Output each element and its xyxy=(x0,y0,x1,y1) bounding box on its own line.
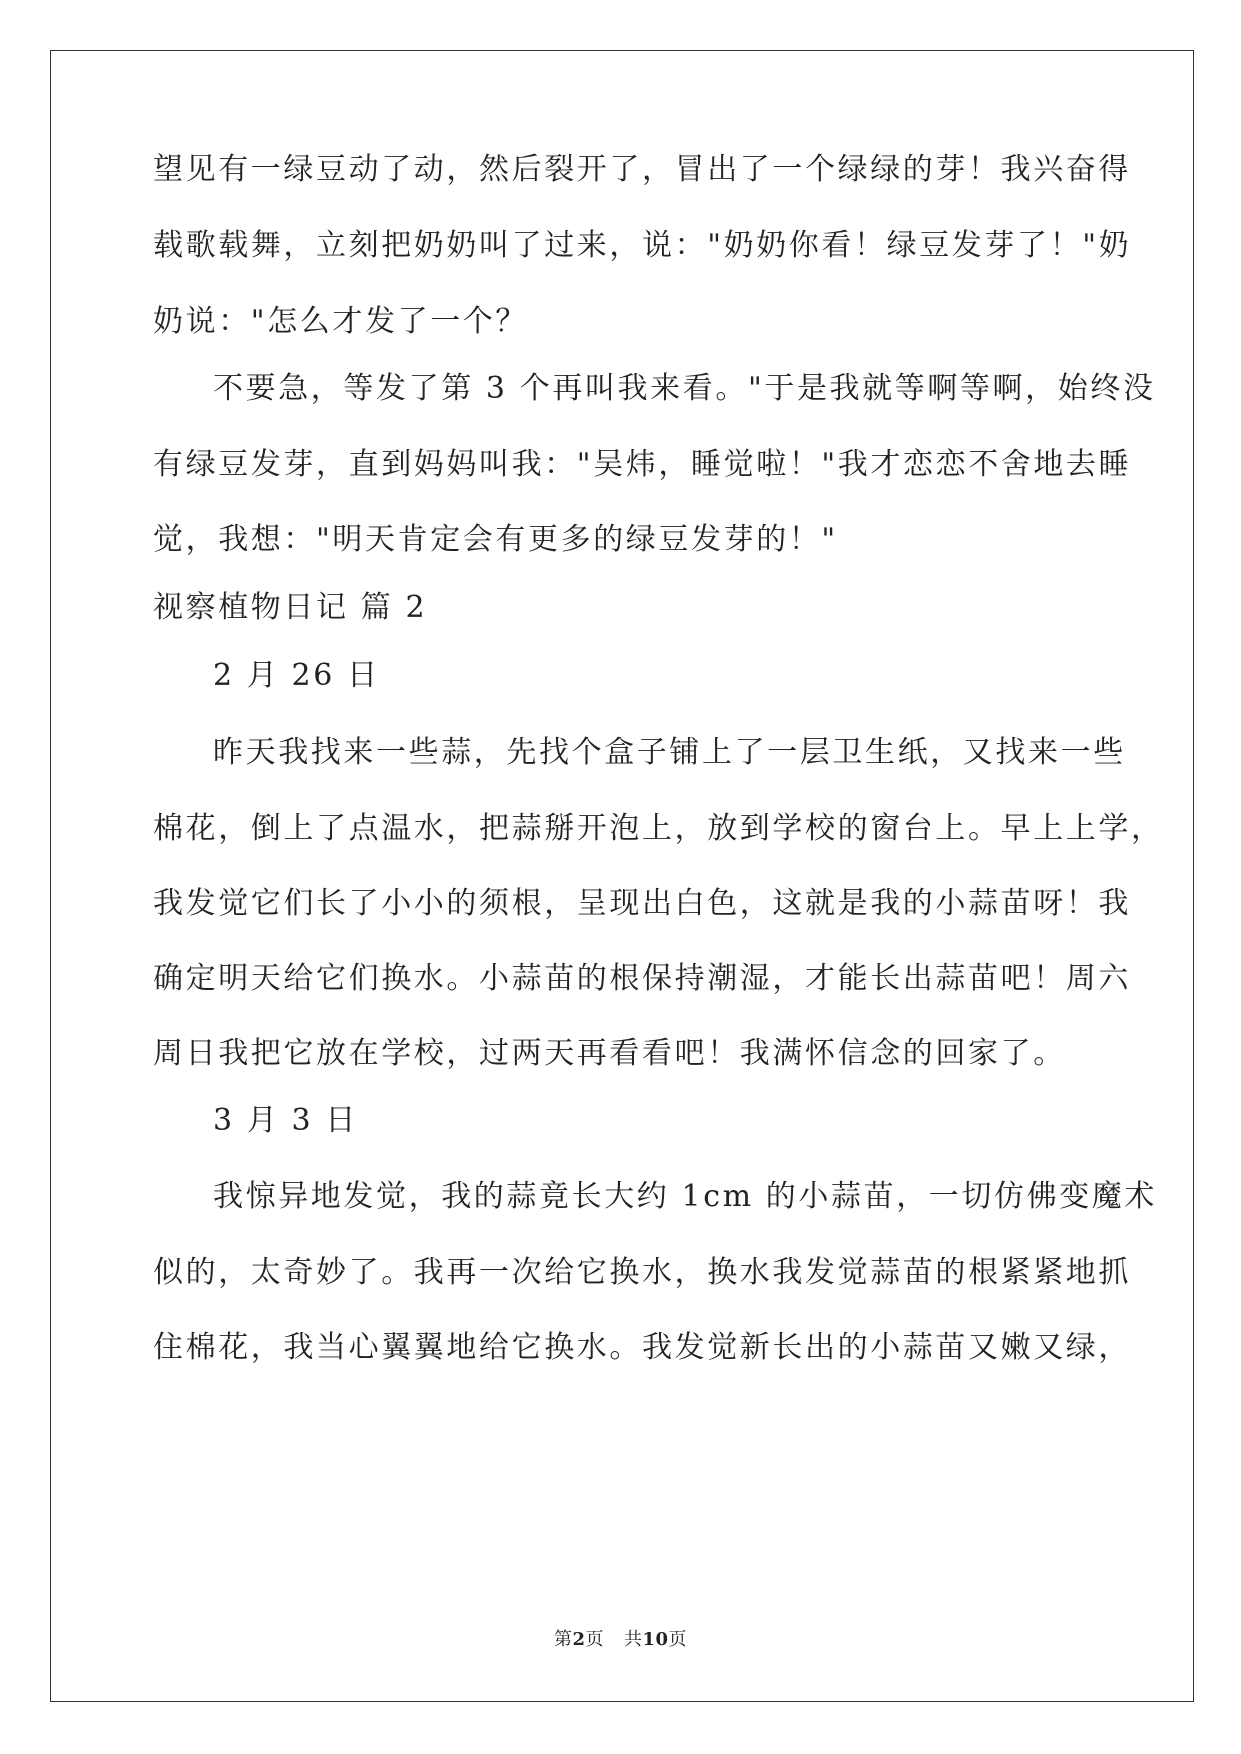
text-line: 觉，我想："明天肯定会有更多的绿豆发芽的！" xyxy=(153,522,838,557)
section-heading: 视察植物日记 篇 2 xyxy=(153,590,428,625)
text-line: 棉花，倒上了点温水，把蒜掰开泡上，放到学校的窗台上。早上上学， xyxy=(153,811,1164,846)
entry-date: 3 月 3 日 xyxy=(213,1103,358,1138)
page-border xyxy=(50,50,1194,1702)
text-line: 确定明天给它们换水。小蒜苗的根保持潮湿，才能长出蒜苗吧！周六 xyxy=(153,961,1131,996)
text-line: 望见有一绿豆动了动，然后裂开了，冒出了一个绿绿的芽！我兴奋得 xyxy=(153,152,1131,187)
text-line: 不要急，等发了第 3 个再叫我来看。"于是我就等啊等啊，始终没 xyxy=(213,371,1156,406)
text-line: 我发觉它们长了小小的须根，呈现出白色，这就是我的小蒜苗呀！我 xyxy=(153,886,1131,921)
text-line: 我惊异地发觉，我的蒜竟长大约 1cm 的小蒜苗，一切仿佛变魔术 xyxy=(213,1179,1158,1214)
footer-page-total: 10 xyxy=(642,1629,669,1650)
footer-total-prefix: 共 xyxy=(623,1629,643,1650)
footer-page-prefix: 第 xyxy=(553,1629,573,1650)
footer-total-unit: 页 xyxy=(668,1629,688,1650)
footer-page-unit: 页 xyxy=(585,1629,604,1650)
text-line: 住棉花，我当心翼翼地给它换水。我发觉新长出的小蒜苗又嫩又绿， xyxy=(153,1330,1131,1365)
text-line: 似的，太奇妙了。我再一次给它换水，换水我发觉蒜苗的根紧紧地抓 xyxy=(153,1255,1131,1290)
entry-date: 2 月 26 日 xyxy=(213,658,380,693)
page-footer xyxy=(0,1628,1241,1652)
text-line: 载歌载舞，立刻把奶奶叫了过来，说："奶奶你看！绿豆发芽了！"奶 xyxy=(153,228,1132,263)
text-line: 奶说："怎么才发了一个？ xyxy=(153,304,528,339)
text-line: 昨天我找来一些蒜，先找个盒子铺上了一层卫生纸，又找来一些 xyxy=(213,735,1126,770)
text-line: 周日我把它放在学校，过两天再看看吧！我满怀信念的回家了。 xyxy=(153,1036,1066,1071)
text-line: 有绿豆发芽，直到妈妈叫我："吴炜，睡觉啦！"我才恋恋不舍地去睡 xyxy=(153,447,1132,482)
footer-page-current: 2 xyxy=(572,1629,586,1650)
